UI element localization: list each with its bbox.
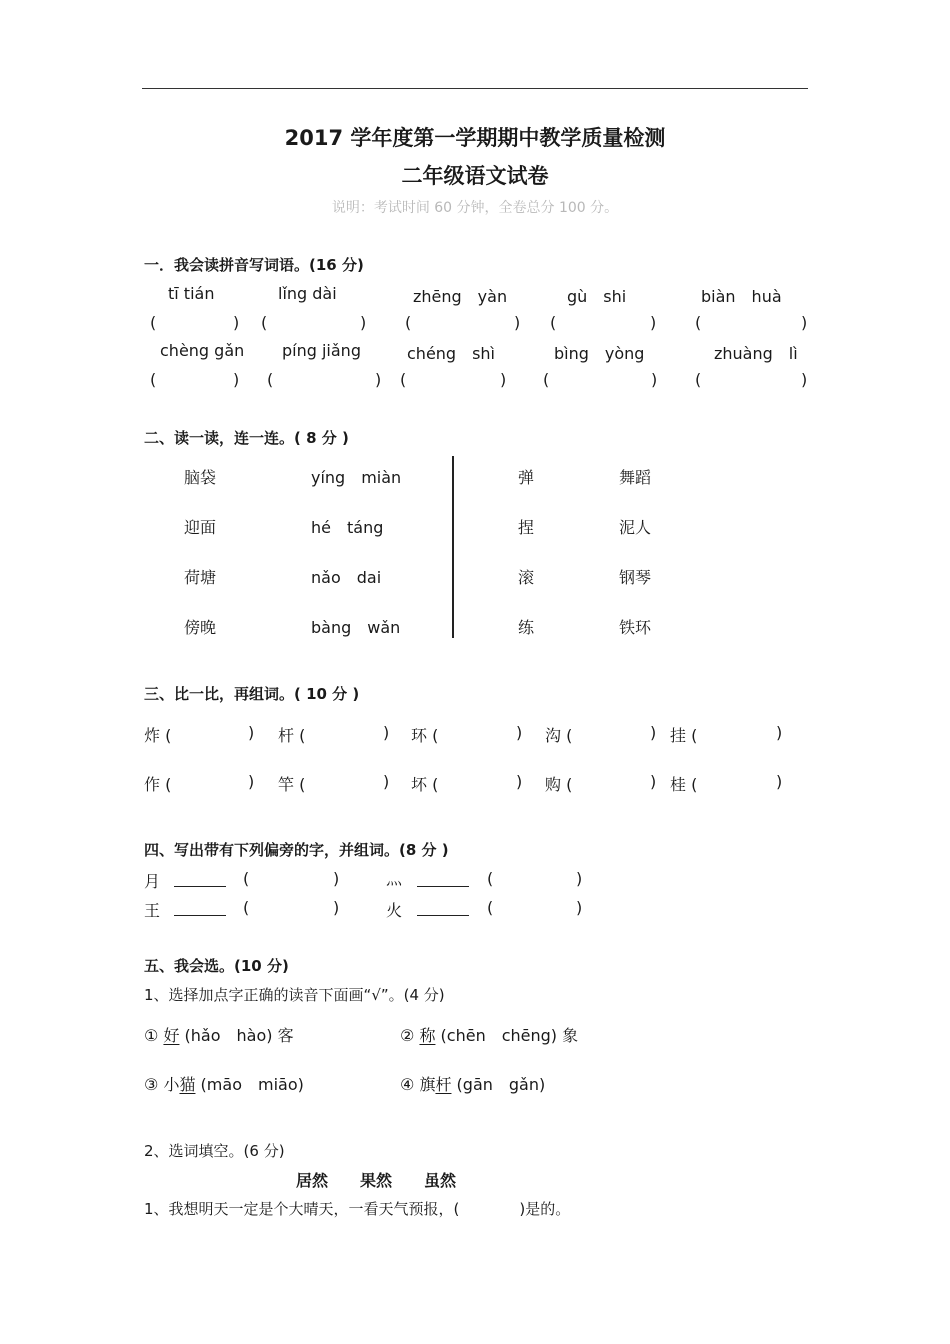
answer-close: ) (233, 313, 240, 332)
match-verb: 滚 (518, 568, 535, 587)
match-noun: 铁环 (619, 618, 652, 637)
pinyin-item: chéng shì (407, 344, 496, 363)
compare-char: 炸 ( (144, 726, 172, 745)
compare-close: ) (650, 772, 657, 791)
answer-open: ( (405, 313, 412, 332)
choice-item[interactable] (144, 1072, 304, 1095)
compare-close: ) (650, 723, 657, 742)
exam-note: 说明：考试时间 60 分钟，全卷总分 100 分。 (331, 200, 619, 216)
compare-char: 桂 ( (670, 775, 698, 794)
section1-heading: 一．我会读拼音写词语。(16 分) (144, 256, 364, 274)
compare-char: 竿 ( (278, 775, 306, 794)
compare-close: ) (383, 723, 390, 742)
pinyin-item: gù shi (567, 287, 627, 306)
match-pinyin: yíng miàn (311, 468, 402, 487)
pinyin-item: lǐng dài (278, 284, 337, 303)
compare-char: 杆 ( (278, 726, 306, 745)
compare-char: 环 ( (411, 726, 439, 745)
pinyin-item: chèng gǎn (160, 341, 245, 360)
dotted-char: 猫 (179, 1075, 196, 1094)
compare-close: ) (776, 772, 783, 791)
section5-heading: 五、我会选。(10 分) (144, 957, 289, 975)
answer-open: ( (267, 370, 274, 389)
compare-close: ) (516, 772, 523, 791)
compare-char: 坏 ( (411, 775, 439, 794)
section3-heading: 三、比一比，再组词。( 10 分 ) (144, 685, 360, 703)
answer-close: ) (576, 898, 583, 917)
pinyin-item: zhēng yàn (413, 287, 508, 306)
radical: 火 (386, 901, 403, 920)
answer-open: ( (487, 869, 494, 888)
answer-open: ( (695, 370, 702, 389)
write-blank[interactable] (417, 901, 469, 920)
answer-open: ( (150, 313, 157, 332)
choice-item[interactable] (400, 1072, 545, 1095)
compare-char: 挂 ( (670, 726, 698, 745)
answer-close: ) (233, 370, 240, 389)
write-blank[interactable] (174, 901, 226, 920)
pinyin-item: tī tián (168, 284, 215, 303)
answer-open: ( (695, 313, 702, 332)
answer-open: ( (261, 313, 268, 332)
divider-line (452, 456, 454, 638)
pinyin-item: bìng yòng (554, 344, 645, 363)
compare-char: 沟 ( (545, 726, 573, 745)
radical: 月 (144, 872, 161, 891)
match-verb: 弹 (518, 468, 535, 487)
item-options: (gān gǎn) (451, 1075, 546, 1094)
answer-close: ) (514, 313, 521, 332)
question-2: 2、选词填空。(6 分) (144, 1142, 285, 1160)
match-word: 迎面 (184, 518, 217, 537)
write-blank[interactable] (417, 872, 469, 891)
compare-char: 购 ( (545, 775, 573, 794)
answer-close: ) (651, 370, 658, 389)
match-noun: 钢琴 (619, 568, 652, 587)
answer-close: ) (333, 898, 340, 917)
fill-sentence-1: 1、我想明天一定是个大晴天，一看天气预报，( )是的。 (144, 1200, 571, 1218)
match-noun: 泥人 (619, 518, 652, 537)
dotted-char: 称 (419, 1026, 436, 1045)
match-verb: 练 (518, 618, 535, 637)
item-options: (māo miāo) (195, 1075, 304, 1094)
answer-open: ( (243, 869, 250, 888)
compare-close: ) (776, 723, 783, 742)
match-pinyin: hé táng (311, 518, 384, 537)
item-options: (chēn chēng) 象 (435, 1026, 579, 1045)
pinyin-item: píng jiǎng (282, 341, 361, 360)
item-number: ④ (400, 1075, 415, 1094)
choice-item[interactable] (144, 1023, 294, 1046)
compare-close: ) (383, 772, 390, 791)
match-word: 荷塘 (184, 568, 217, 587)
item-number: ② (400, 1026, 415, 1045)
compare-char: 作 ( (144, 775, 172, 794)
section4-heading: 四、写出带有下列偏旁的字，并组词。(8 分 ) (144, 841, 449, 859)
answer-open: ( (543, 370, 550, 389)
pinyin-item: zhuàng lì (714, 344, 798, 363)
answer-open: ( (243, 898, 250, 917)
answer-close: ) (801, 370, 808, 389)
section2-heading: 二、读一读，连一连。( 8 分 ) (144, 429, 349, 447)
radical: 王 (144, 901, 161, 920)
item-prefix: 旗 (419, 1075, 436, 1094)
match-noun: 舞蹈 (619, 468, 652, 487)
answer-close: ) (375, 370, 382, 389)
answer-close: ) (801, 313, 808, 332)
answer-open: ( (550, 313, 557, 332)
match-pinyin: bàng wǎn (311, 618, 401, 637)
match-word: 傍晚 (184, 618, 217, 637)
match-word: 脑袋 (184, 468, 217, 487)
answer-close: ) (360, 313, 367, 332)
dotted-char: 杆 (435, 1075, 452, 1094)
answer-open: ( (400, 370, 407, 389)
write-blank[interactable] (174, 872, 226, 891)
choice-item[interactable] (400, 1023, 578, 1046)
match-pinyin: nǎo dai (311, 568, 382, 587)
item-options: (hǎo hào) 客 (179, 1026, 294, 1045)
answer-close: ) (500, 370, 507, 389)
answer-close: ) (650, 313, 657, 332)
compare-close: ) (248, 772, 255, 791)
radical: 灬 (386, 869, 403, 888)
compare-close: ) (248, 723, 255, 742)
word-choices: 居然 果然 虽然 (296, 1171, 457, 1190)
exam-title: 2017 学年度第一学期期中教学质量检测 (284, 126, 666, 150)
question-1: 1、选择加点字正确的读音下面画“√”。(4 分) (144, 986, 445, 1004)
item-number: ③ (144, 1075, 159, 1094)
item-number: ① (144, 1026, 159, 1045)
answer-close: ) (333, 869, 340, 888)
item-prefix: 小 (163, 1075, 180, 1094)
pinyin-item: biàn huà (701, 287, 782, 306)
dotted-char: 好 (163, 1026, 180, 1045)
exam-subtitle: 二年级语文试卷 (401, 164, 549, 188)
answer-close: ) (576, 869, 583, 888)
compare-close: ) (516, 723, 523, 742)
answer-open: ( (487, 898, 494, 917)
match-verb: 捏 (518, 518, 535, 537)
answer-open: ( (150, 370, 157, 389)
top-rule (142, 88, 808, 89)
